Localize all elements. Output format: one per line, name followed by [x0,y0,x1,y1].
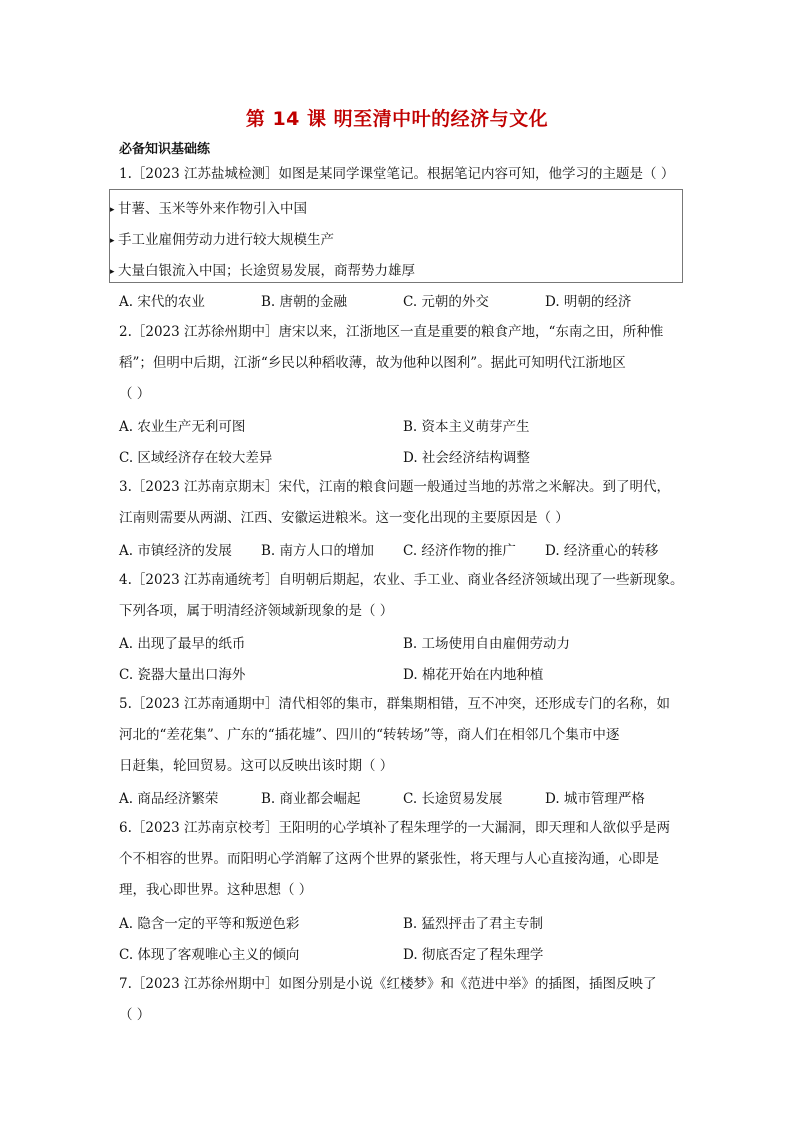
bullet-icon: ▸ [110,267,115,277]
option-a: A. 商品经济繁荣 [119,791,219,807]
option-b: B. 工场使用自由雇佣劳动力 [403,636,571,652]
note-item: ▸ 大量白银流入中国；长途贸易发展，商帮势力雄厚 [110,263,415,279]
question-2-stem: 稻”；但明中后期，江浙“乡民以种稻收薄，故为他种以图利”。据此可知明代江浙地区 [119,355,626,371]
option-a: A. 宋代的农业 [119,294,205,310]
option-a: A. 市镇经济的发展 [119,543,232,559]
question-5-stem: 日赶集，轮回贸易。这可以反映出该时期（ ） [119,758,394,774]
question-6-stem: 个不相容的世界。而阳明心学消解了这两个世界的紧张性，将天理与人心直接沟通，心即是 [119,851,659,867]
option-c: C. 区域经济存在较大差异 [119,450,273,466]
option-d: D. 城市管理严格 [545,791,645,807]
option-c: C. 长途贸易发展 [403,791,503,807]
question-5-stem: 河北的“差花集”、广东的“插花墟”、四川的“转转场”等，商人们在相邻几个集市中逐 [119,727,620,743]
question-4-stem: 4.［2023 江苏南通统考］自明朝后期起，农业、手工业、商业各经济领域出现了一些新现象。 [119,572,684,588]
question-2-stem: 2.［2023 江苏徐州期中］唐宋以来，江浙地区一直是重要的粮食产地，“东南之田，所种惟 [119,324,664,340]
question-7-stem: 7.［2023 江苏徐州期中］如图分别是小说《红楼梦》和《范进中举》的插图，插图反映了 [119,976,657,992]
class-notes-box [109,189,683,283]
question-4-stem: 下列各项，属于明清经济领域新现象的是（ ） [119,603,394,619]
question-2-stem: （ ） [119,386,151,402]
option-b: B. 南方人口的增加 [261,543,375,559]
bullet-icon: ▸ [110,236,115,246]
option-b: B. 唐朝的金融 [261,294,348,310]
option-d: D. 彻底否定了程朱理学 [403,947,544,963]
option-c: C. 瓷器大量出口海外 [119,667,246,683]
option-d: D. 社会经济结构调整 [403,450,530,466]
option-d: D. 经济重心的转移 [545,543,659,559]
question-5-stem: 5.［2023 江苏南通期中］清代相邻的集市，群集期相错，互不冲突，还形成专门的名称，如 [119,696,671,712]
option-d: D. 明朝的经济 [545,294,632,310]
lesson-title: 第 14 课 明至清中叶的经济与文化 [245,108,549,130]
question-7-stem: （ ） [119,1007,151,1023]
option-b: B. 资本主义萌芽产生 [403,419,530,435]
question-6-stem: 6.［2023 江苏南京校考］王阳明的心学填补了程朱理学的一大漏洞，即天理和人欲似乎是两 [119,820,671,836]
question-6-stem: 理，我心即世界。这种思想（ ） [119,882,313,898]
option-d: D. 棉花开始在内地种植 [403,667,544,683]
note-item: ▸ 手工业雇佣劳动力进行较大规模生产 [110,232,334,248]
option-c: C. 元朝的外交 [403,294,489,310]
option-b: B. 商业都会崛起 [261,791,361,807]
option-a: A. 出现了最早的纸币 [119,636,246,652]
section-heading: 必备知识基础练 [119,142,211,157]
bullet-icon: ▸ [110,205,115,215]
option-c: C. 体现了客观唯心主义的倾向 [119,947,300,963]
option-b: B. 猛烈抨击了君主专制 [403,916,544,932]
question-3-stem: 江南则需要从两湖、江西、安徽运进粮米。这一变化出现的主要原因是（ ） [119,510,569,526]
question-1-stem: 1.［2023 江苏盐城检测］如图是某同学课堂笔记。根据笔记内容可知，他学习的主题是（ ） [119,166,675,182]
option-a: A. 农业生产无利可图 [119,419,246,435]
option-a: A. 隐含一定的平等和叛逆色彩 [119,916,300,932]
option-c: C. 经济作物的推广 [403,543,516,559]
question-3-stem: 3.［2023 江苏南京期末］宋代，江南的粮食问题一般通过当地的苏常之米解决。到了明代， [119,479,671,495]
note-item: ▸ 甘薯、玉米等外来作物引入中国 [110,201,307,217]
